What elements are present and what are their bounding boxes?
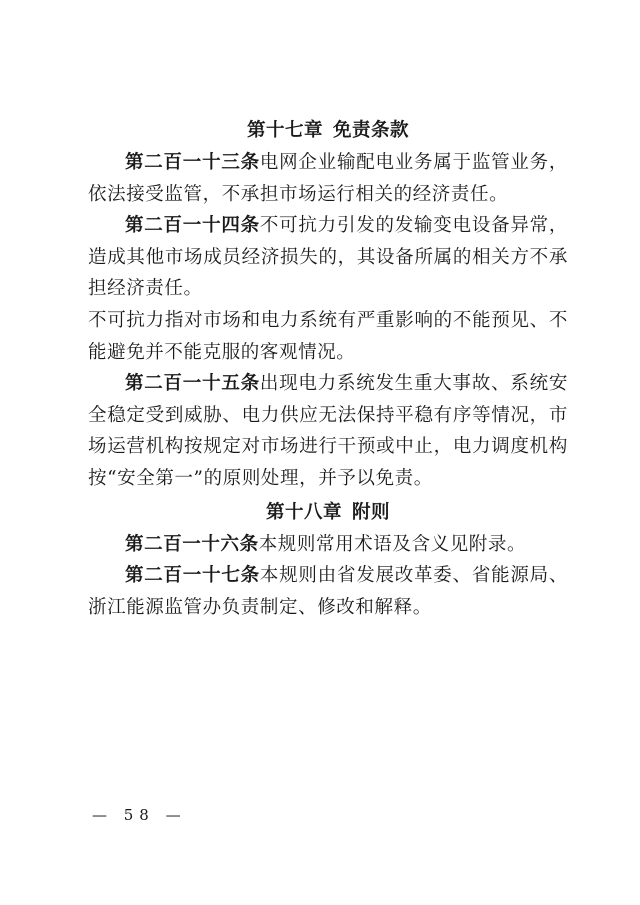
article-216 [88, 529, 568, 561]
article-214 [88, 210, 568, 305]
article-213-text: 电网企业输配电业务属于监管业务，依法接受监管，不承担市场运行相关的经济责任。 [88, 152, 568, 205]
article-215 [88, 368, 568, 494]
article-217-text: 本规则由省发展改革委、省能源局、浙江能源监管办负责制定、修改和解释。 [88, 565, 568, 618]
article-214-text: 不可抗力引发的发输变电设备异常，造成其他市场成员经济损失的，其设备所属的相关方不承担经济责任。 [88, 215, 568, 300]
article-217-number: 第二百一十七条 [125, 565, 260, 587]
article-216-text: 本规则常用术语及含义见附录。 [258, 533, 527, 555]
force-majeure-definition: 不可抗力指对市场和电力系统有严重影响的不能预见、不能避免并不能克服的客观情况。 [88, 309, 568, 363]
chapter-17-title [88, 115, 568, 147]
page-number: — 58 — [92, 806, 187, 824]
article-216-number: 第二百一十六条 [125, 533, 259, 555]
chapter-18-title [88, 497, 568, 529]
article-213 [88, 147, 568, 210]
page-content [88, 115, 568, 623]
article-213-number: 第二百一十三条 [125, 152, 260, 173]
article-215-text: 出现电力系统发生重大事故、系统安全稳定受到威胁、电力供应无法保持平稳有序等情况，市场运营机构按规定对市场进行干预或中止，电力调度机构按“安全第一”的原则处理，并予以免责。 [88, 373, 568, 489]
article-214-continuation [88, 305, 568, 368]
chapter-18-number: 第十八章 [265, 501, 342, 523]
article-214-number: 第二百一十四条 [125, 215, 260, 237]
chapter-17-name: 免责条款 [333, 120, 410, 141]
article-215-number: 第二百一十五条 [125, 373, 260, 395]
article-217 [88, 560, 568, 623]
chapter-17-number: 第十七章 [246, 120, 323, 141]
chapter-18-name: 附则 [352, 501, 391, 523]
